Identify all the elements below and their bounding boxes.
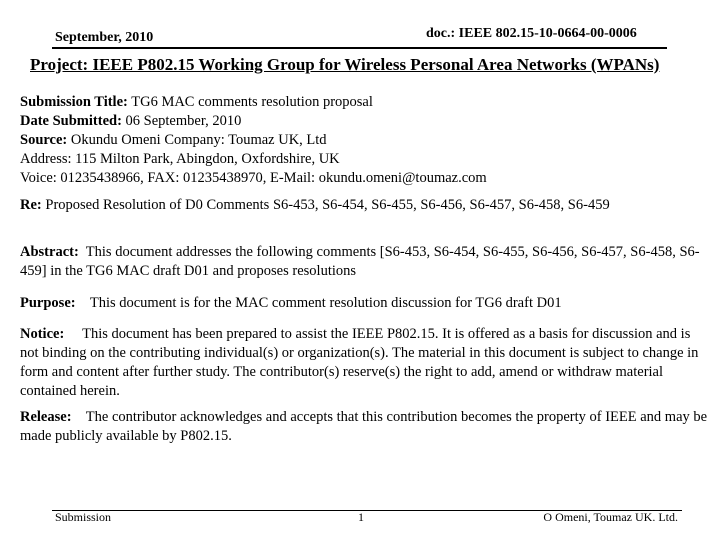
purpose-label: Purpose: (20, 295, 76, 311)
voice-line: Voice: 01235438966, FAX: 01235438970, E-Mail: okundu.omeni@toumaz.com (20, 170, 487, 186)
release-block (20, 408, 712, 446)
notice-block (20, 325, 712, 401)
address-line: Address: 115 Milton Park, Abingdon, Oxfordshire, UK (20, 151, 340, 167)
footer-author: O Omeni, Toumaz UK. Ltd. (543, 510, 678, 524)
project-title: Project: IEEE P802.15 Working Group for Wireless Personal Area Networks (WPANs) (30, 55, 660, 74)
re-label: Re: (20, 197, 42, 213)
source-line (20, 131, 487, 150)
footer-submission: Submission (55, 510, 112, 524)
submission-title-value: TG6 MAC comments resolution proposal (131, 94, 373, 110)
date-submitted-value: 06 September, 2010 (125, 113, 242, 129)
date-submitted-label: Date Submitted: (20, 113, 122, 129)
submission-title-line (20, 93, 487, 112)
abstract-label: Abstract: (20, 244, 79, 260)
notice-value: This document has been prepared to assist the IEEE P802.15. It is offered as a basis for discussion and is not binding on the contributing individual(s) or organization(s). The material in this document is subject to change in form and content after further study. The contributor(s) reserve(s) the right to add, amend or withdraw material contained herein. (20, 326, 699, 399)
date-submitted-line (20, 112, 487, 131)
doc-number: doc.: IEEE 802.15-10-0664-00-0006 (426, 26, 637, 41)
abstract-block (20, 243, 712, 281)
purpose-value: This document is for the MAC comment resolution discussion for TG6 draft D01 (89, 295, 562, 311)
footer-page-number: 1 (358, 510, 364, 524)
re-line (20, 196, 610, 215)
source-value: Okundu Omeni Company: Toumaz UK, Ltd (70, 132, 327, 148)
release-label: Release: (20, 409, 72, 425)
re-value: Proposed Resolution of D0 Comments S6-453, S6-454, S6-455, S6-456, S6-457, S6-458, S6-459 (45, 197, 610, 213)
release-value: The contributor acknowledges and accepts that this contribution becomes the property of IEEE and may be made publicly available by P802.15. (20, 409, 708, 444)
header-rule (52, 47, 667, 49)
purpose-block (20, 294, 562, 313)
header-date: September, 2010 (55, 30, 154, 45)
abstract-value: This document addresses the following comments [S6-453, S6-454, S6-455, S6-456, S6-457, S6-458, S6-459] in the TG6 MAC draft D01 and proposes resolutions (20, 244, 700, 279)
notice-label: Notice: (20, 326, 65, 342)
source-label: Source: (20, 132, 68, 148)
submission-info (20, 93, 487, 188)
submission-title-label: Submission Title: (20, 94, 128, 110)
